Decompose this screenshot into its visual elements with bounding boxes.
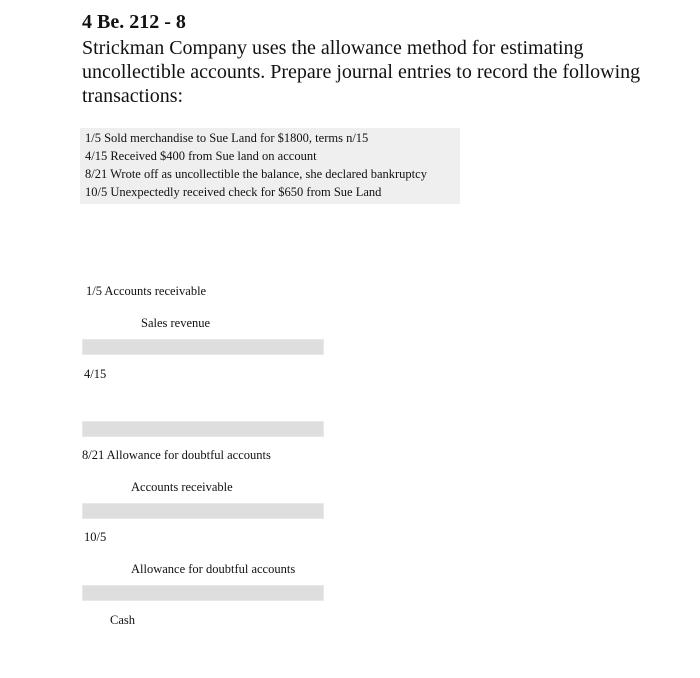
answer-blank[interactable]: [82, 421, 324, 437]
transaction-line: 4/15 Received $400 from Sue land on account: [85, 149, 317, 163]
entry-2-date: 4/15: [84, 367, 107, 381]
transaction-line: 1/5 Sold merchandise to Sue Land for $1800, terms n/15: [85, 131, 369, 145]
answer-blank[interactable]: [82, 585, 324, 601]
entry-1-credit: Sales revenue: [141, 316, 211, 330]
transaction-line: 10/5 Unexpectedly received check for $650 from Sue Land: [85, 185, 382, 199]
transactions-box: [80, 128, 460, 204]
problem-title: 4 Be. 212 - 8: [82, 11, 186, 33]
entry-4-line-1: Allowance for doubtful accounts: [131, 562, 296, 576]
answer-blank[interactable]: [82, 503, 324, 519]
entry-3-credit: Accounts receivable: [131, 480, 233, 494]
entry-1-debit: 1/5 Accounts receivable: [86, 284, 207, 298]
problem-prompt: Strickman Company uses the allowance method for estimating uncollectible accounts. Prepare journal entries to record the following transactions:: [82, 37, 641, 107]
entry-3-debit: 8/21 Allowance for doubtful accounts: [82, 448, 271, 462]
entry-4-line-2: Cash: [110, 613, 135, 627]
entry-4-date: 10/5: [84, 530, 107, 544]
transaction-line: 8/21 Wrote off as uncollectible the balance, she declared bankruptcy: [85, 167, 427, 181]
answer-blank[interactable]: [82, 339, 324, 355]
